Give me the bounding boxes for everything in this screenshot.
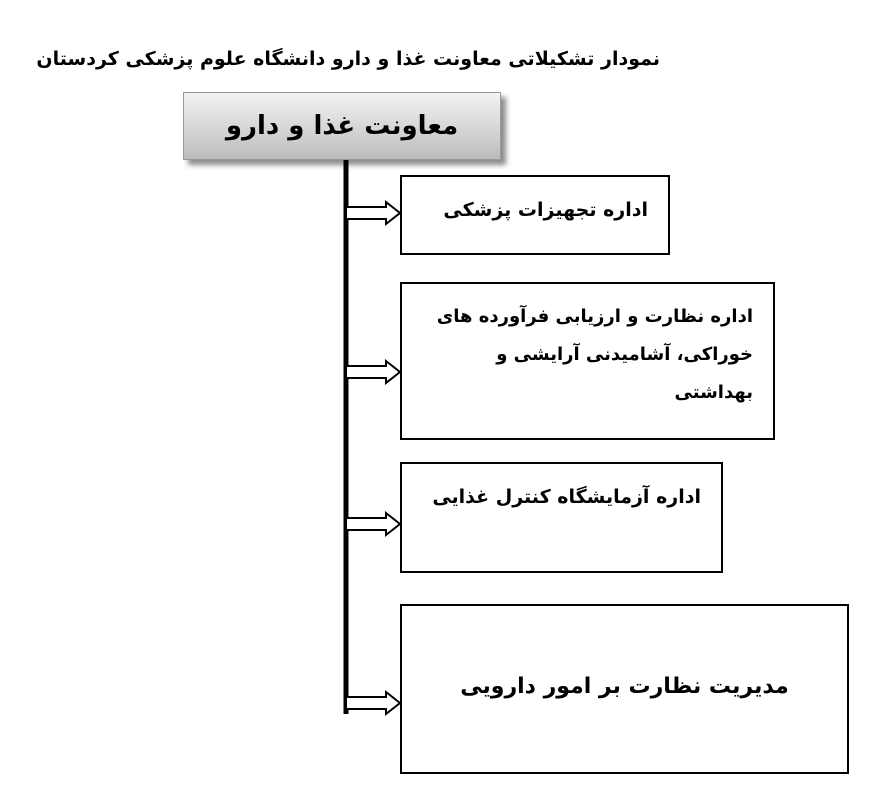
arrow-4 (346, 692, 400, 714)
unit-medical-equipment (400, 175, 670, 255)
arrow-1 (346, 202, 400, 224)
unit-products-supervision (400, 282, 775, 440)
unit-food-control-lab (400, 462, 723, 573)
unit-label: اداره تجهیزات پزشکی (443, 199, 648, 221)
chart-title: نمودار تشکیلاتی معاونت غذا و دارو دانشگاه علوم پزشکی کردستان (36, 48, 660, 70)
unit-label: اداره نظارت و ارزیابی فرآورده های خوراکی، آشامیدنی آرایشی و بهداشتی (436, 306, 753, 403)
unit-pharmaceutical-supervision (400, 604, 849, 774)
unit-label: مدیریت نظارت بر امور دارویی (460, 674, 789, 699)
arrow-2 (346, 361, 400, 383)
unit-label: اداره آزمایشگاه کنترل غذایی (432, 486, 701, 508)
arrow-3 (346, 513, 400, 535)
root-node-food-and-drug-deputy (183, 92, 501, 160)
root-node-label: معاونت غذا و دارو (225, 111, 459, 141)
